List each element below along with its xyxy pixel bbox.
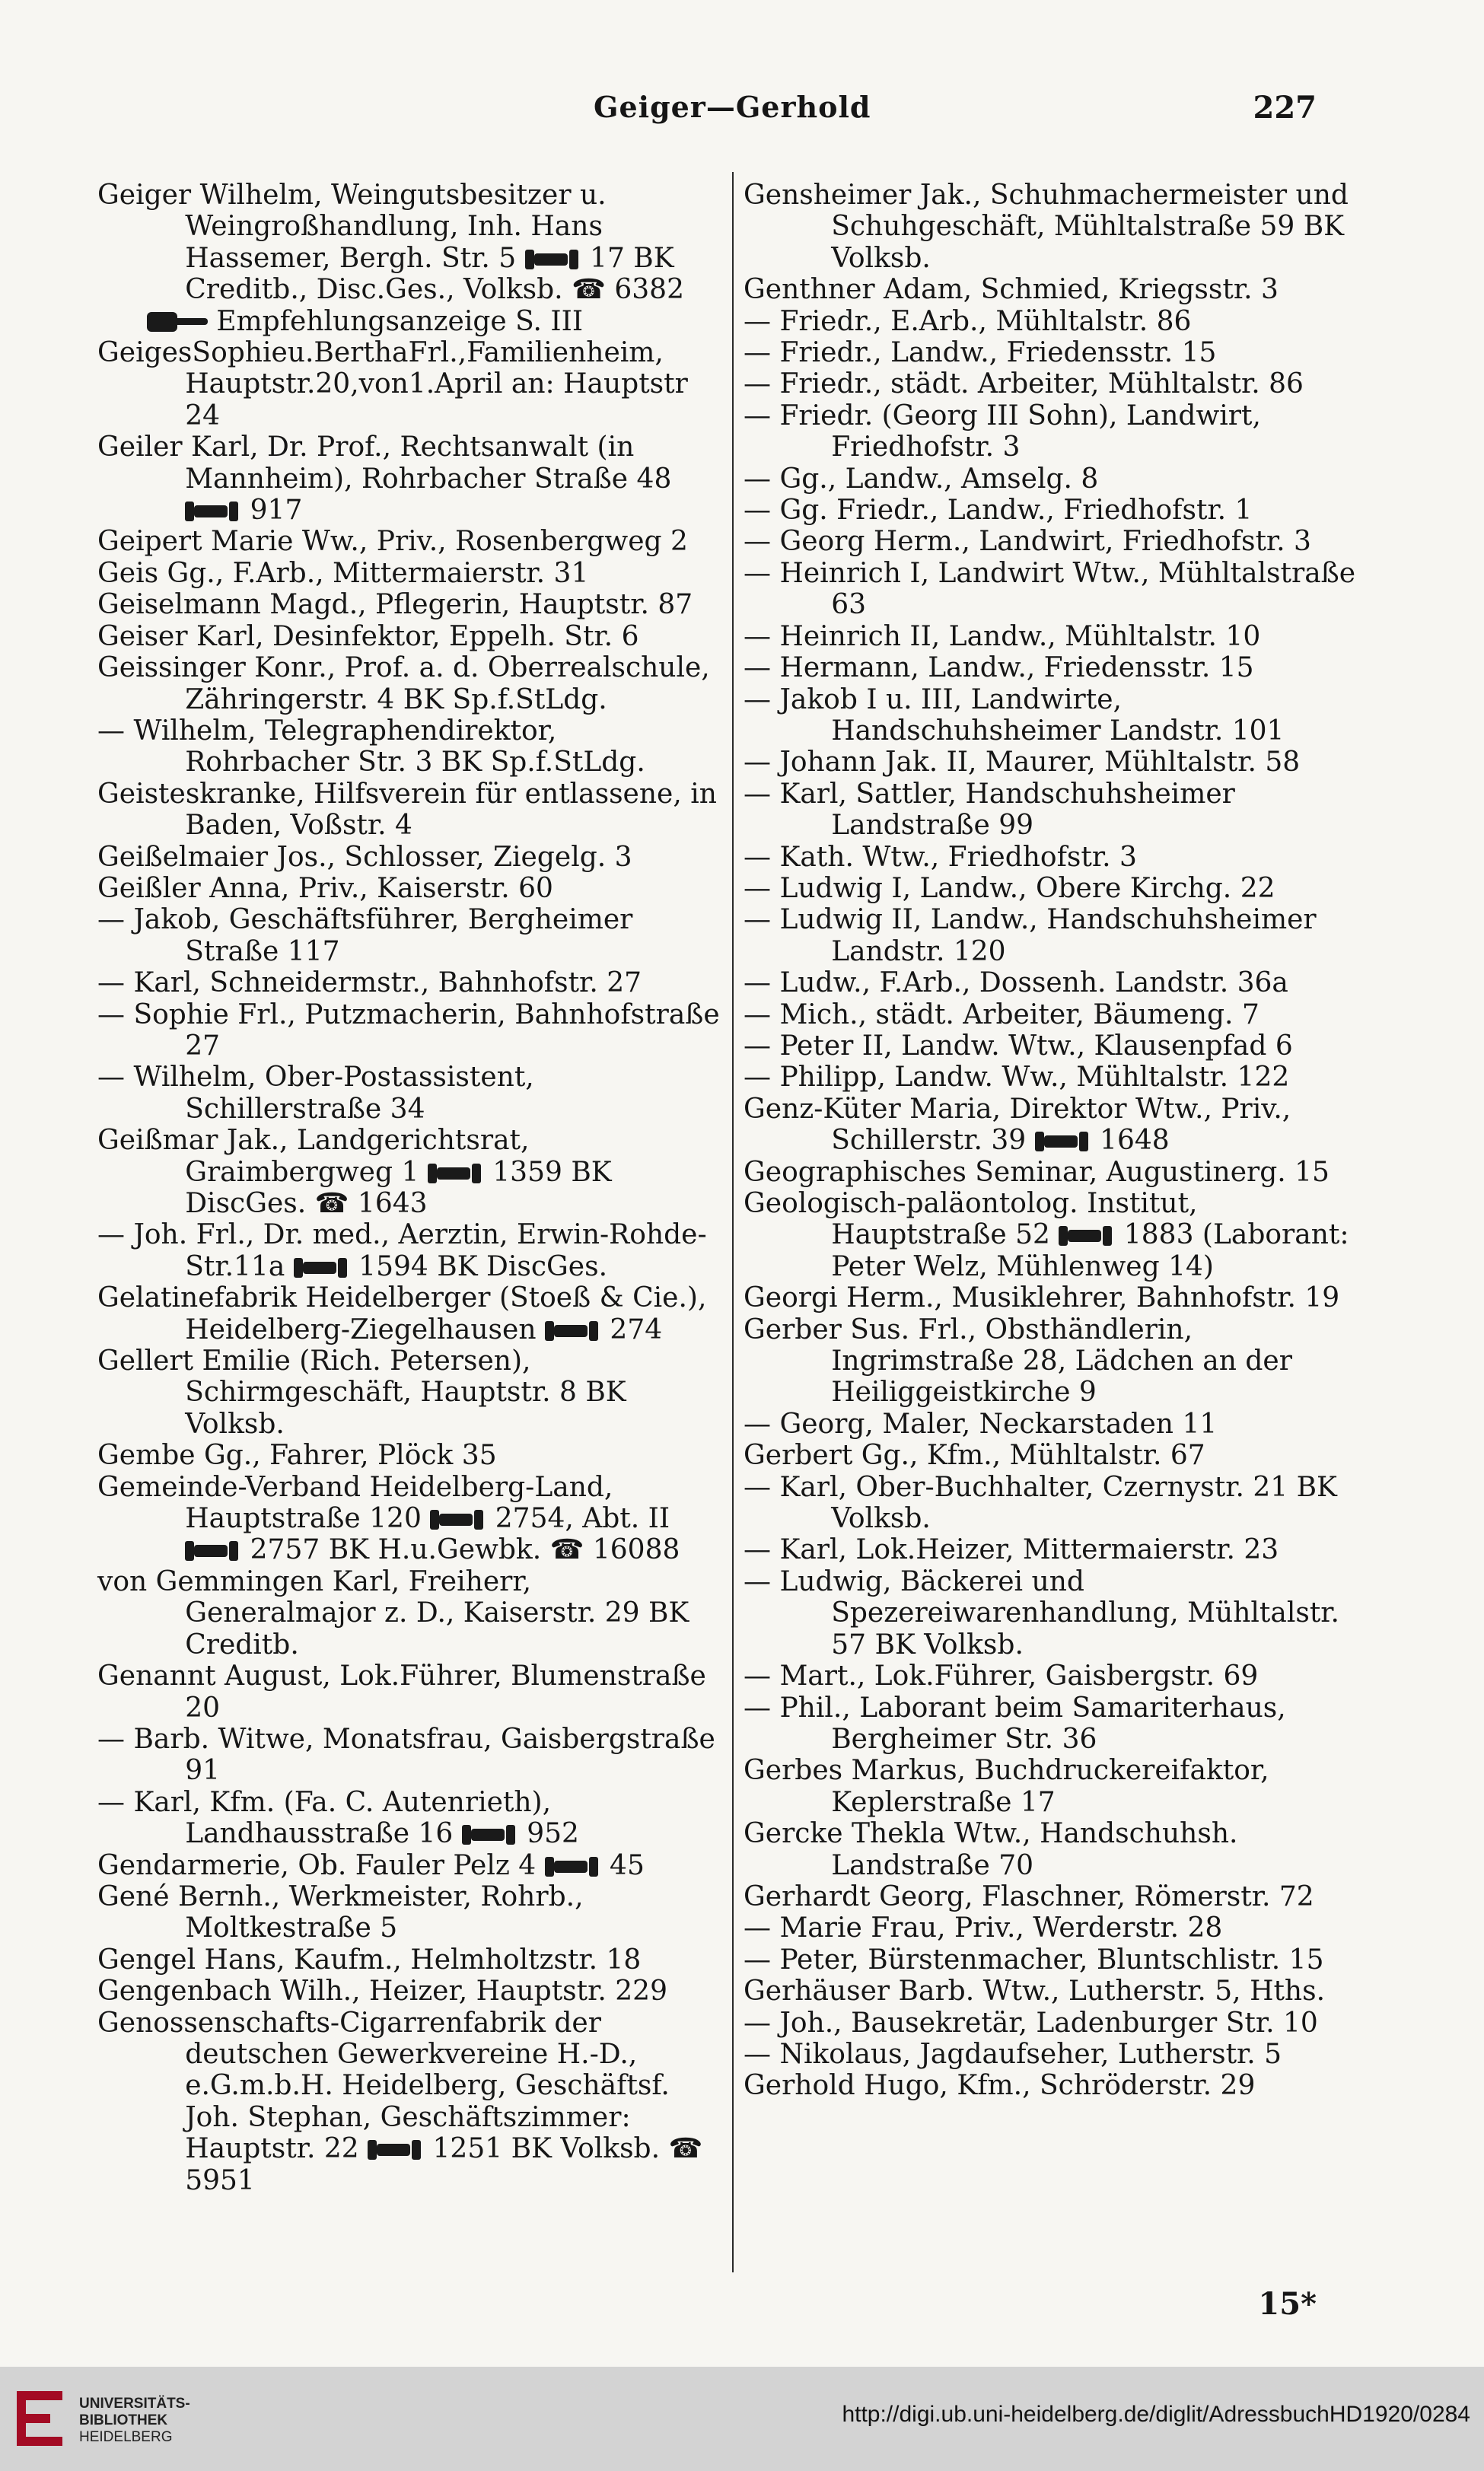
directory-entry: — Ludwig, Bäckerei und Spezereiwarenhandlung, Mühltalstr. 57 BK Volksb. <box>744 1565 1339 1661</box>
page-number: 227 <box>1253 90 1317 126</box>
directory-entry: Geologisch-paläontolog. Institut, Hauptstraße 52 1883 (Laborant: Peter Welz, Mühlenweg 14) <box>744 1188 1349 1282</box>
directory-entry: Gerber Sus. Frl., Obsthändlerin, Ingrimstraße 28, Lädchen an der Heiliggeistkirche 9 <box>744 1314 1292 1409</box>
telephone-icon <box>368 2140 424 2160</box>
directory-entry: Gercke Thekla Wtw., Handschuhsh. Landstraße 70 <box>744 1818 1238 1881</box>
directory-entry: Gendarmerie, Ob. Fauler Pelz 4 45 <box>97 1849 645 1881</box>
directory-entry: Gerhardt Georg, Flaschner, Römerstr. 72 <box>744 1880 1314 1912</box>
directory-entry: Gengel Hans, Kaufm., Helmholtzstr. 18 <box>97 1944 642 1976</box>
right-column <box>744 180 1374 2102</box>
directory-entry: — Peter II, Landw. Wtw., Klausenpfad 6 <box>744 1030 1293 1062</box>
directory-entry: Geographisches Seminar, Augustinerg. 15 <box>744 1156 1330 1188</box>
directory-entry: — Phil., Laborant beim Samariterhaus, Bergheimer Str. 36 <box>744 1692 1286 1755</box>
telephone-icon <box>545 1857 601 1877</box>
footer-bar <box>0 2367 1484 2471</box>
library-name <box>79 2396 190 2446</box>
telephone-icon <box>294 1258 350 1278</box>
directory-entry: Genz-Küter Maria, Direktor Wtw., Priv., Schillerstr. 39 1648 <box>744 1093 1291 1157</box>
telephone-icon <box>525 250 581 269</box>
directory-entry: Geiselmann Magd., Pflegerin, Hauptstr. 87 <box>97 589 693 621</box>
directory-entry: Geiler Karl, Dr. Prof., Rechtsanwalt (in Mannheim), Rohrbacher Straße 48 917 <box>97 431 672 527</box>
directory-entry: — Wilhelm, Ober-Postassistent, Schillerstraße 34 <box>97 1062 534 1125</box>
postal-check-icon: ☎ <box>668 2133 703 2165</box>
directory-entry: — Gg. Friedr., Landw., Friedhofstr. 1 <box>744 495 1253 527</box>
signature-mark: 15* <box>1258 2286 1317 2322</box>
running-head: Geiger—Gerhold <box>594 90 871 124</box>
directory-entry: Empfehlungsanzeige S. III <box>97 306 728 337</box>
telephone-icon <box>545 1321 601 1341</box>
directory-entry: — Marie Frau, Priv., Werderstr. 28 <box>744 1912 1223 1944</box>
telephone-icon <box>185 502 241 521</box>
directory-entry: — Philipp, Landw. Ww., Mühltalstr. 122 <box>744 1062 1290 1094</box>
source-url-link[interactable]: http://digi.ub.uni-heidelberg.de/diglit/AdressbuchHD1920/0284 <box>842 2402 1470 2427</box>
directory-entry: Gensheimer Jak., Schuhmachermeister und Schuhgeschäft, Mühltalstraße 59 BK Volksb. <box>744 180 1349 274</box>
library-name-line: UNIVERSITÄTS- <box>79 2396 190 2412</box>
directory-entry: — Joh. Frl., Dr. med., Aerztin, Erwin-Rohde-Str.11a 1594 BK DiscGes. <box>97 1219 707 1282</box>
directory-entry: — Sophie Frl., Putzmacherin, Bahnhofstraße 27 <box>97 998 720 1062</box>
directory-entry: — Kath. Wtw., Friedhofstr. 3 <box>744 841 1137 873</box>
library-name-line: HEIDELBERG <box>79 2429 173 2445</box>
directory-entry: — Jakob I u. III, Landwirte, Handschuhsheimer Landstr. 101 <box>744 683 1285 747</box>
directory-entry: GeigesSophieu.BerthaFrl.,Familienheim, Hauptstr.20,von1.April an: Hauptstr 24 <box>97 337 688 431</box>
directory-entry: Georgi Herm., Musiklehrer, Bahnhofstr. 19 <box>744 1282 1340 1314</box>
directory-entry: — Georg, Maler, Neckarstaden 11 <box>744 1408 1218 1440</box>
directory-entry: — Friedr., E.Arb., Mühltalstr. 86 <box>744 305 1192 337</box>
directory-entry: — Wilhelm, Telegraphendirektor, Rohrbacher Str. 3 BK Sp.f.StLdg. <box>97 715 645 779</box>
directory-entry: — Friedr., Landw., Friedensstr. 15 <box>744 337 1217 369</box>
left-column <box>97 180 728 2196</box>
directory-entry: Geiser Karl, Desinfektor, Eppelh. Str. 6 <box>97 620 639 652</box>
directory-entry: — Mich., städt. Arbeiter, Bäumeng. 7 <box>744 998 1259 1030</box>
directory-entry: — Barb. Witwe, Monatsfrau, Gaisbergstraße 91 <box>97 1723 715 1787</box>
postal-check-icon: ☎ <box>549 1534 584 1566</box>
directory-entry: — Heinrich II, Landw., Mühltalstr. 10 <box>744 620 1261 652</box>
directory-entry: Gembe Gg., Fahrer, Plöck 35 <box>97 1440 497 1472</box>
directory-entry: Gellert Emilie (Rich. Petersen), Schirmgeschäft, Hauptstr. 8 BK Volksb. <box>97 1345 626 1440</box>
directory-entry: — Gg., Landw., Amselg. 8 <box>744 463 1099 495</box>
directory-entry: Gerhold Hugo, Kfm., Schröderstr. 29 <box>744 2070 1256 2102</box>
column-divider <box>732 172 734 2272</box>
directory-entry: — Ludwig II, Landw., Handschuhsheimer Landstr. 120 <box>744 904 1317 967</box>
directory-entry: — Peter, Bürstenmacher, Bluntschlistr. 15 <box>744 1944 1324 1976</box>
directory-entry: Geißelmaier Jos., Schlosser, Ziegelg. 3 <box>97 841 632 873</box>
directory-entry: Gelatinefabrik Heidelberger (Stoeß & Cie.), Heidelberg-Ziegelhausen 274 <box>97 1282 707 1345</box>
directory-entry: Genossenschafts-Cigarrenfabrik der deutschen Gewerkvereine H.-D., e.G.m.b.H. Heidelberg, Geschäftsf. Joh. Stephan, Geschäftszimmer: Hauptstr. 22 1251 BK Volksb. ☎ 5951 <box>97 2007 703 2196</box>
directory-entry: — Georg Herm., Landwirt, Friedhofstr. 3 <box>744 526 1311 558</box>
directory-entry: Gené Bernh., Werkmeister, Rohrb., Moltkestraße 5 <box>97 1880 584 1944</box>
directory-entry: — Karl, Schneidermstr., Bahnhofstr. 27 <box>97 967 642 999</box>
directory-entry: Genannt August, Lok.Führer, Blumenstraße 20 <box>97 1661 706 1724</box>
directory-entry: — Karl, Sattler, Handschuhsheimer Landstraße 99 <box>744 778 1235 842</box>
directory-entry: von Gemmingen Karl, Freiherr, Generalmajor z. D., Kaiserstr. 29 BK Creditb. <box>97 1565 689 1661</box>
library-name-line: BIBLIOTHEK <box>79 2412 168 2428</box>
telephone-icon <box>1035 1132 1091 1151</box>
directory-entry: Geipert Marie Ww., Priv., Rosenbergweg 2 <box>97 526 688 558</box>
telephone-icon <box>462 1825 518 1845</box>
telephone-icon <box>428 1164 484 1183</box>
directory-entry: — Karl, Lok.Heizer, Mittermaierstr. 23 <box>744 1534 1279 1566</box>
directory-entry: — Friedr., städt. Arbeiter, Mühltalstr. 86 <box>744 368 1304 400</box>
postal-check-icon: ☎ <box>572 274 606 306</box>
directory-entry: — Ludw., F.Arb., Dossenh. Landstr. 36a <box>744 967 1288 999</box>
directory-entry: Geißler Anna, Priv., Kaiserstr. 60 <box>97 872 553 904</box>
directory-entry: Genthner Adam, Schmied, Kriegsstr. 3 <box>744 274 1279 306</box>
directory-entry: — Karl, Kfm. (Fa. C. Autenrieth), Landhausstraße 16 952 <box>97 1786 579 1850</box>
directory-entry: — Joh., Bausekretär, Ladenburger Str. 10 <box>744 2007 1318 2039</box>
directory-entry: Gemeinde-Verband Heidelberg-Land, Hauptstraße 120 2754, Abt. II 2757 BK H.u.Gewbk. ☎ 16088 <box>97 1471 680 1566</box>
page-header <box>99 90 1317 135</box>
directory-entry: — Ludwig I, Landw., Obere Kirchg. 22 <box>744 872 1275 904</box>
directory-entry: — Heinrich I, Landwirt Wtw., Mühltalstraße 63 <box>744 557 1356 621</box>
directory-entry: — Nikolaus, Jagdaufseher, Lutherstr. 5 <box>744 2038 1282 2070</box>
directory-entry: Gengenbach Wilh., Heizer, Hauptstr. 229 <box>97 1976 667 2008</box>
pointing-hand-icon <box>147 310 208 333</box>
directory-entry: Gerhäuser Barb. Wtw., Lutherstr. 5, Hths. <box>744 1976 1326 2008</box>
telephone-icon <box>430 1510 486 1530</box>
directory-entry: — Karl, Ober-Buchhalter, Czernystr. 21 BK Volksb. <box>744 1471 1337 1535</box>
postal-check-icon: ☎ <box>314 1188 349 1219</box>
directory-entry: Gerbes Markus, Buchdruckereifaktor, Keplerstraße 17 <box>744 1755 1269 1818</box>
directory-entry: — Friedr. (Georg III Sohn), Landwirt, Friedhofstr. 3 <box>744 400 1261 463</box>
directory-entry: — Johann Jak. II, Maurer, Mühltalstr. 58 <box>744 747 1301 779</box>
directory-entry: — Hermann, Landw., Friedensstr. 15 <box>744 652 1254 684</box>
directory-entry: Geiger Wilhelm, Weingutsbesitzer u. Weingroßhandlung, Inh. Hans Hassemer, Bergh. Str. 5 17 BK Creditb., Disc.Ges., Volksb. ☎ 6382 <box>97 180 684 306</box>
telephone-icon <box>1059 1226 1115 1246</box>
directory-entry: — Jakob, Geschäftsführer, Bergheimer Straße 117 <box>97 904 633 967</box>
directory-entry: Geisteskranke, Hilfsverein für entlassene, in Baden, Voßstr. 4 <box>97 778 717 842</box>
directory-entry: Gerbert Gg., Kfm., Mühltalstr. 67 <box>744 1440 1205 1472</box>
directory-entry: Geißmar Jak., Landgerichtsrat, Graimbergweg 1 1359 BK DiscGes. ☎ 1643 <box>97 1125 612 1219</box>
directory-entry: Geissinger Konr., Prof. a. d. Oberrealschule, Zähringerstr. 4 BK Sp.f.StLdg. <box>97 652 710 715</box>
directory-entry: Geis Gg., F.Arb., Mittermaierstr. 31 <box>97 557 589 589</box>
telephone-icon <box>185 1541 241 1561</box>
library-logo-icon <box>17 2391 62 2446</box>
directory-entry: — Mart., Lok.Führer, Gaisbergstr. 69 <box>744 1661 1259 1692</box>
